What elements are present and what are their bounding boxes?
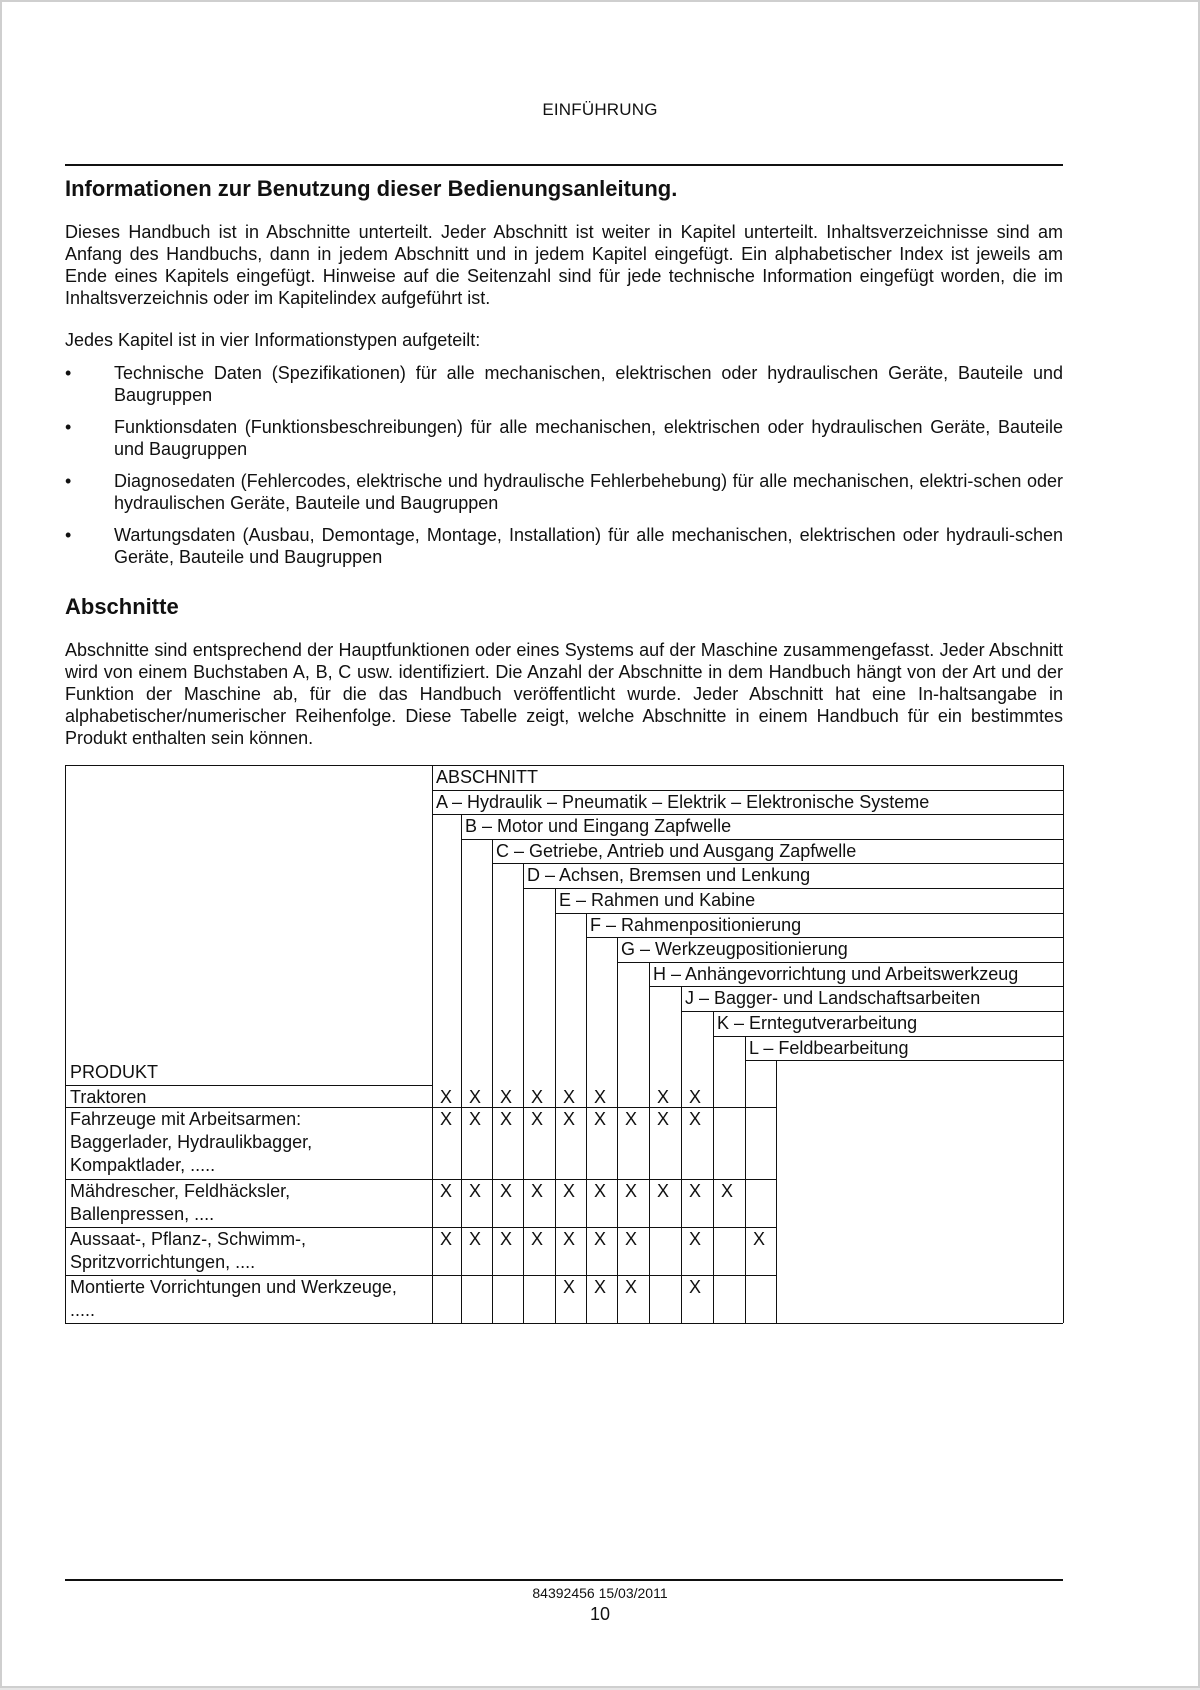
table-rule: [649, 962, 650, 1323]
section-mark: X: [624, 1180, 637, 1201]
page-number: 10: [589, 1604, 611, 1624]
table-rule: [492, 839, 493, 1323]
intro-heading: Informationen zur Benutzung dieser Bedienungsanleitung.: [65, 176, 678, 201]
section-mark: X: [562, 1086, 575, 1107]
section-mark: X: [624, 1108, 637, 1129]
section-column-header: K – Erntegutverarbeitung: [717, 1013, 918, 1033]
section-mark: X: [752, 1228, 765, 1249]
section-column-header: J – Bagger- und Landschaftsarbeiten: [685, 988, 981, 1009]
section-mark: X: [468, 1108, 481, 1129]
table-left-rule: [65, 765, 66, 1323]
table-rule: [681, 986, 682, 1322]
list-item: [65, 470, 1063, 514]
section-mark: X: [593, 1086, 606, 1107]
section-mark: X: [530, 1180, 543, 1201]
section-mark: X: [688, 1228, 701, 1249]
footer-rule: [65, 1579, 1063, 1581]
bullet-icon: •: [65, 417, 72, 437]
table-top-rule: [65, 765, 1063, 766]
list-item-text: Funktionsdaten (Funktionsbeschreibungen) für alle mechanischen, elektrischen oder hydraulischen Geräte, Bauteile und Baugruppen: [114, 417, 1063, 459]
section-mark: X: [468, 1086, 481, 1107]
section-header: ABSCHNITT: [436, 767, 539, 787]
document-code: 84392456 15/03/2011: [532, 1585, 668, 1601]
section-mark: X: [688, 1180, 701, 1201]
product-header: PRODUKT: [70, 1062, 159, 1083]
table-rule: [776, 1060, 777, 1323]
table-rule: [617, 937, 618, 1323]
bullet-icon: •: [65, 471, 72, 491]
product-name: Fahrzeuge mit Arbeitsarmen:: [70, 1108, 302, 1129]
section-mark: X: [439, 1228, 452, 1249]
table-rule: [745, 1060, 1063, 1061]
section-column-header: C – Getriebe, Antrieb und Ausgang Zapfwelle: [496, 840, 857, 861]
section-mark: X: [656, 1180, 669, 1201]
section-mark: X: [530, 1086, 543, 1107]
product-name: Ballenpressen, ....: [70, 1203, 215, 1224]
intro-paragraph: Dieses Handbuch ist in Abschnitte unterteilt. Jeder Abschnitt ist weiter in Kapitel unterteilt. Inhaltsverzeichnisse sind am Anfang des Handbuchs, dann in jedem Abschnitt und in jedem Kapitel eingefügt. Ein alphabetischer Index ist jeweils am Ende eines Kapitels eingefügt. Hinweise auf die Seitenzahl sind für jede technische Information eingefügt worden, die im Inhaltsverzeichnis oder im Kapitelindex aufgeführt ist.: [65, 222, 1063, 308]
section-mark: X: [468, 1228, 481, 1249]
info-types-lead: Jedes Kapitel ist in vier Informationstypen aufgeteilt:: [65, 330, 481, 350]
sections-heading: Abschnitte: [65, 594, 179, 619]
section-column-header: B – Motor und Eingang Zapfwelle: [465, 816, 732, 837]
section-mark: X: [562, 1228, 575, 1249]
list-item: [65, 362, 1063, 406]
section-column-header: G – Werkzeugpositionierung: [621, 939, 848, 960]
section-mark: X: [562, 1180, 575, 1201]
product-name: Mähdrescher, Feldhäcksler,: [70, 1180, 291, 1201]
section-mark: X: [468, 1180, 481, 1201]
table-right-rule: [1063, 1060, 1064, 1323]
bullet-icon: •: [65, 363, 72, 383]
section-mark: X: [688, 1276, 701, 1297]
section-mark: X: [593, 1276, 606, 1297]
section-mark: X: [688, 1108, 701, 1129]
section-mark: X: [593, 1228, 606, 1249]
section-mark: X: [593, 1180, 606, 1201]
section-mark: X: [439, 1108, 452, 1129]
section-column-header: A – Hydraulik – Pneumatik – Elektrik – Elektronische Systeme: [436, 791, 930, 812]
section-mark: X: [688, 1086, 701, 1107]
section-mark: X: [530, 1228, 543, 1249]
section-mark: X: [439, 1180, 452, 1201]
section-mark: X: [562, 1276, 575, 1297]
table-row-rule: [65, 1323, 776, 1324]
list-item-text: Diagnosedaten (Fehlercodes, elektrische und hydraulische Fehlerbehebung) für alle mechanischen, elektri-schen oder hydraulischen Geräte, Bauteile und Baugruppen: [114, 471, 1063, 513]
section-column-header: D – Achsen, Bremsen und Lenkung: [527, 865, 811, 886]
section-column-header: H – Anhängevorrichtung und Arbeitswerkzeug: [653, 963, 1019, 984]
product-name: Kompaktlader, .....: [70, 1154, 216, 1175]
section-mark: X: [656, 1108, 669, 1129]
product-name: Aussaat-, Pflanz-, Schwimm-,: [70, 1228, 307, 1249]
section-mark: X: [593, 1108, 606, 1129]
section-mark: X: [499, 1228, 512, 1249]
product-name: .....: [70, 1299, 96, 1320]
product-name: Montierte Vorrichtungen und Werkzeuge,: [70, 1276, 397, 1297]
bullet-icon: •: [65, 525, 72, 545]
header-rule: [65, 164, 1063, 166]
list-item: [65, 524, 1063, 568]
section-mark: X: [656, 1086, 669, 1107]
section-mark: X: [499, 1108, 512, 1129]
section-mark: X: [439, 1086, 452, 1107]
page-header-title: EINFÜHRUNG: [542, 100, 658, 119]
sections-paragraph: Abschnitte sind entsprechend der Hauptfunktionen oder eines Systems auf der Maschine zusammengefasst. Jeder Abschnitt wird von einem Buchstaben A, B, C usw. identifiziert. Die Anzahl der Abschnitte in dem Handbuch hängt von der Art und der Funktion der Maschine ab, für die das Handbuch veröffentlicht wurde. Jeder Abschnitt hat eine In-haltsangabe in alphabetischer/numerischer Reihenfolge. Diese Tabelle zeigt, welche Abschnitte in einem Handbuch für ein bestimmtes Produkt enthalten sein können.: [65, 640, 1063, 748]
section-column-header: L – Feldbearbeitung: [749, 1037, 909, 1058]
section-mark: X: [624, 1276, 637, 1297]
section-mark: X: [499, 1180, 512, 1201]
table-right-rule: [1063, 765, 1064, 1060]
section-column-header: E – Rahmen und Kabine: [559, 890, 756, 910]
info-types-list: [65, 362, 1063, 578]
table-bottom-rule: [776, 1323, 1063, 1324]
product-name: Traktoren: [70, 1086, 147, 1107]
table-rule: [713, 1011, 714, 1323]
section-mark: X: [624, 1228, 637, 1249]
section-column-header: F – Rahmenpositionierung: [590, 914, 802, 935]
product-name: Spritzvorrichtungen, ....: [70, 1251, 256, 1272]
section-mark: X: [530, 1108, 543, 1129]
section-mark: X: [562, 1108, 575, 1129]
list-item-text: Technische Daten (Spezifikationen) für alle mechanischen, elektrischen oder hydraulischen Geräte, Bauteile und Baugruppen: [114, 363, 1063, 405]
list-item: [65, 416, 1063, 460]
section-mark: X: [499, 1086, 512, 1107]
product-name: Baggerlader, Hydraulikbagger,: [70, 1131, 313, 1152]
section-mark: X: [720, 1180, 733, 1201]
list-item-text: Wartungsdaten (Ausbau, Demontage, Montage, Installation) für alle mechanischen, elektrischen oder hydrauli-schen Geräte, Bauteile und Baugruppen: [114, 525, 1063, 567]
